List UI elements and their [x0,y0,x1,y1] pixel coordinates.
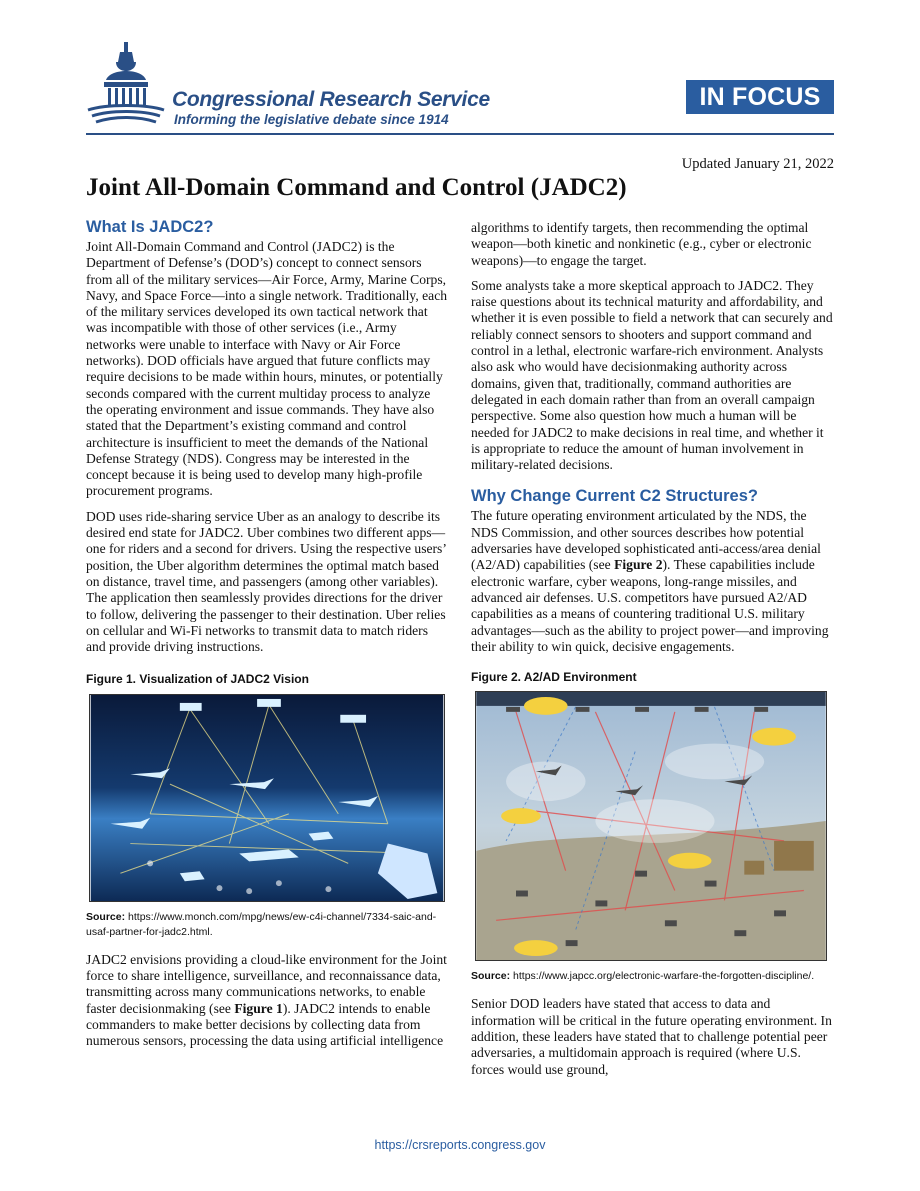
figure-1-jadc2-visualization-image [89,694,445,902]
org-tagline: Informing the legislative debate since 1914 [174,112,449,127]
footer-link[interactable]: https://crsreports.congress.gov [374,1138,546,1152]
org-name: Congressional Research Service [172,88,490,111]
figure-2-reference: Figure 2 [614,557,663,573]
figure-2-caption: Figure 2. A2/AD Environment [471,670,637,685]
paragraph: algorithms to identify targets, then recommending the optimal weapon—both kinetic and nonkinetic (e.g., cyber or electronic weapons)—to engage the target. [471,220,812,268]
right-column [471,220,835,1087]
figure-1-source-link[interactable]: https://www.monch.com/mpg/news/ew-c4i-channel/7334-saic-and-usaf-partner-for-jadc2.html. [86,910,437,938]
paragraph: Senior DOD leaders have stated that access to data and information will be critical in the future operating environment. In addition, these leaders have stated that to challenge potential peer adversaries, a multidomain approach is required (where U.S. forces would use ground, [471,996,832,1077]
page-title: Joint All-Domain Command and Control (JADC2) [86,174,627,201]
updated-date: Updated January 21, 2022 [681,156,834,172]
figure-1-caption: Figure 1. Visualization of JADC2 Vision [86,672,309,687]
paragraph: Some analysts take a more skeptical approach to JADC2. They raise questions about its technical maturity and affordability, and whether it is even possible to field a network that can securely and reliably connect sensors to shooters and support command and control in a lethal, electronic warfare-rich environment. Analysts also ask who would have decisionmaking authority across domains, given that, traditionally, command authorities are delegated in each domain rather than from an overall campaign perspective. Some also question how much a human will be needed for JADC2 to make decisions in real time, and whether it is appropriate to reduce the amount of human involvement in military-related decisions. [471,277,833,473]
figure-2-a2ad-environment-image [475,691,827,961]
in-focus-badge: IN FOCUS [686,80,834,114]
paragraph: DOD uses ride-sharing service Uber as an analogy to describe its desired end state for JADC2. Uber combines two different apps—one for riders and a second for drivers. Using the respective users’ position, the Uber algorithm determines the optimal match based on distance, travel time, and passengers (among other variables). The application then seamlessly provides directions for the driver to follow, delivering the passenger to their destination. Uber relies on cellular and Wi-Fi networks to transmit data to match riders and provide driving instructions. [86,508,446,655]
paragraph: Joint All-Domain Command and Control (JADC2) is the Department of Defense’s (DOD’s) concept to connect sensors from all of the military services—Air Force, Army, Marine Corps, Navy, and Space Force—into a single network. Traditionally, each of the military services developed its own tactical network that was incompatible with those of other services (i.e., Army networks were unable to interface with Navy or Air Force networks). DOD officials have argued that future conflicts may require decisions to be made within hours, minutes, or potentially seconds compared with the current multiday process to analyze the operating environment and issue commands. They have also stated that the Department’s existing command and control architecture is insufficient to meet the demands of the National Defense Strategy (NDS). Congress may be interested in the concept because it is being used to develop many high-profile procurement programs. [86,239,448,499]
report-header [86,40,836,140]
header-rule [86,133,834,135]
figure-2-source [471,969,835,984]
left-column [86,218,448,1059]
source-label: Source: [471,970,511,983]
capitol-dome-logo-icon [86,40,166,130]
source-label: Source: [86,910,126,923]
section-heading-what-is-jadc2: What Is JADC2? [86,218,214,236]
figure-1-source [86,910,448,940]
paragraph: The future operating environment articulated by the NDS, the NDS Commission, and other sources describes how potential adversaries have developed sophisticated anti-access/area denial (A2/AD) capabilities (see Figure 2). These capabilities include electronic warfare, cyber weapons, long-range missiles, and advanced air defenses. U.S. competitors have pursued A2/AD capabilities as a means of countering traditional U.S. military advantages—such as the ability to project power—and improving their ability to win quick, decisive engagements. [471,508,829,654]
paragraph: JADC2 envisions providing a cloud-like environment for the Joint force to share intelligence, surveillance, and reconnaissance data, transmitting across many communications networks, to enable faster decisionmaking (see Figure 1). JADC2 intends to enable commanders to make better decisions by collecting data from numerous sensors, processing the data using artificial intelligence [86,951,447,1049]
figure-2-source-link[interactable]: https://www.japcc.org/electronic-warfare-the-forgotten-discipline/. [513,970,815,983]
section-heading-why-change-c2: Why Change Current C2 Structures? [471,487,758,506]
figure-1-reference: Figure 1 [234,1000,283,1016]
